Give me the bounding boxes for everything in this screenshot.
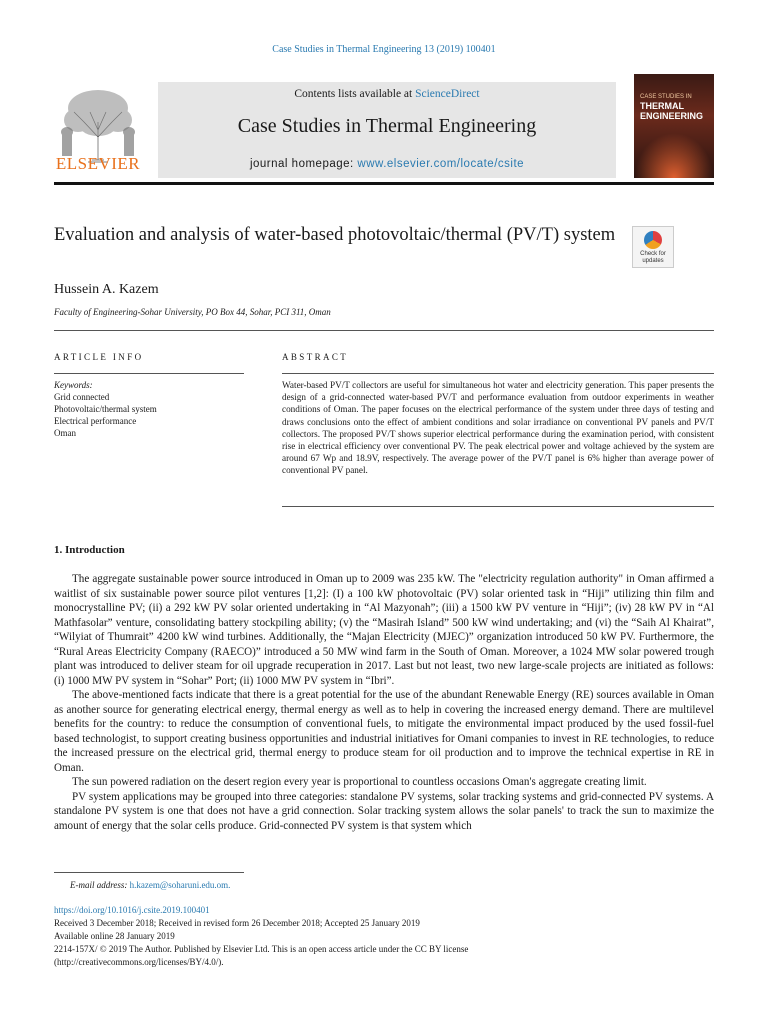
crossmark-label-2: updates: [642, 257, 664, 264]
check-for-updates-icon: [644, 231, 662, 249]
cover-title: [640, 94, 710, 122]
section-heading-introduction: 1. Introduction: [54, 544, 125, 556]
body-paragraph: The above-mentioned facts indicate that there is a great potential for the use of the abundant Renewable Energy (RE) sources available in Oman as another source for generating electrical energy, thermal energy as well as to help in covering the increased energy demand. There are multilevel benefits for the country: to reduce the consumption of conventional fuels, to mitigate the environmental impact produced by the used fossil-fuel based technologist, to support creating business opportunities and industrial initiatives for Omani companies to invest in RE technologies, to reduce the increased pressure on the electrical grid, thermal energy to produce steam for oil production and to improve the technical expertise in RE in Oman.: [54, 689, 714, 774]
article-info-divider: [54, 373, 244, 374]
license-text: 2214-157X/ © 2019 The Author. Published by Elsevier Ltd. This is an open access article under the CC BY license: [54, 944, 469, 954]
keywords-label: Keywords:: [54, 380, 93, 390]
journal-info-panel: [158, 82, 616, 178]
article-title: Evaluation and analysis of water-based photovoltaic/thermal (PV/T) system: [54, 225, 616, 245]
email-footnote: [70, 880, 230, 890]
crossmark-label-1: Check for: [640, 251, 666, 257]
body-paragraph: The sun powered radiation on the desert region every year is proportional to countless occasions Oman's aggregate creating limit.: [72, 776, 647, 788]
homepage-prefix: journal homepage:: [249, 158, 358, 170]
cover-glow: [634, 133, 714, 178]
keywords-block: [54, 379, 254, 439]
publisher-name: ELSEVIER: [55, 154, 141, 173]
online-date: Available online 28 January 2019: [54, 931, 175, 941]
author-affiliation: Faculty of Engineering-Sohar University, PO Box 44, Sohar, PCI 311, Oman: [54, 307, 331, 317]
abstract-heading: ABSTRACT: [282, 352, 349, 362]
sciencedirect-link[interactable]: ScienceDirect: [415, 88, 480, 100]
keyword-item: Grid connected: [54, 392, 110, 402]
journal-title: Case Studies in Thermal Engineering: [237, 115, 537, 137]
body-paragraph: The aggregate sustainable power source introduced in Oman up to 2009 was 235 kW. The "electricity regulation authority" in Oman affirmed a waitlist of six sustainable power source pilot ventures [1,2]: (I) a 100 kW photovoltaic (PV) solar oriented task in “Hiji” utilizing thin film and monocrystalline PV; (ii) a 292 kW PV solar oriented undertaking in “Al Mazyonah”; (iii) a 1500 kW PV venture in “Hiji”; (iv) 28 kW PV in “Al Mathfasolar” venture, consolidating battery stockpiling ability; (v) the “Masirah Island” 500 kW wind undertaking; and (vi) the “Saih Al Khairat”, “Wilyiat of Thumrait” 4200 kW wind turbines. Additionally, the “Majan Electricity (MJEC)” organization introduced 50 kW PV. Furthermore, the “Rural Areas Electricity Company (RAECO)” introduced a 50 MW wind farm in the South of Oman. Moreover, a 1024 MW solar powered trough plant was introduced to deliver steam for oil upgrade recuperation in 2017. Last but not least, two new large-scale projects are initiated as follows: (i) 1000 MW PV system in “Sohar” Port; (ii) 1000 MW PV system in “Ibri”.: [54, 573, 714, 687]
footnote-divider: [54, 872, 244, 873]
doi-link[interactable]: https://doi.org/10.1016/j.csite.2019.100401: [54, 905, 210, 915]
homepage-link[interactable]: www.elsevier.com/locate/csite: [357, 158, 525, 170]
author-name: Hussein A. Kazem: [54, 282, 159, 297]
email-label: E-mail address:: [70, 880, 128, 890]
cover-line-1: CASE STUDIES IN: [640, 94, 692, 100]
body-paragraph: PV system applications may be grouped into three categories: standalone PV systems, solar tracking systems and grid-connected PV systems. A standalone PV system is one that does not have a grid connection. Solar tracking system allows the solar panels' to track the sun to maximize the amount of energy that the solar cells produce. Grid-connected PV system is that system which: [54, 790, 714, 832]
license-url[interactable]: (http://creativecommons.org/licenses/BY/4.0/).: [54, 957, 224, 967]
article-metadata: [54, 904, 714, 969]
article-info-heading: ARTICLE INFO: [54, 352, 144, 362]
abstract-bottom-divider: [282, 506, 714, 507]
check-for-updates-button[interactable]: [632, 226, 674, 268]
contents-line: [158, 88, 616, 100]
contents-prefix: Contents lists available at: [294, 88, 416, 100]
email-link[interactable]: h.kazem@soharuni.edu.om.: [129, 880, 231, 890]
introduction-body: [54, 572, 714, 833]
keyword-item: Photovoltaic/thermal system: [54, 404, 157, 414]
received-dates: Received 3 December 2018; Received in revised form 26 December 2018; Accepted 25 January 2019: [54, 918, 420, 928]
check-for-updates-label: [633, 251, 673, 264]
keyword-item: Electrical performance: [54, 416, 137, 426]
title-divider: [54, 330, 714, 331]
cover-line-3: ENGINEERING: [640, 111, 704, 122]
abstract-divider: [282, 373, 714, 374]
journal-header: [54, 74, 714, 182]
header-divider: [54, 182, 714, 185]
journal-cover-image: [634, 74, 714, 178]
keyword-item: Oman: [54, 428, 76, 438]
journal-citation[interactable]: Case Studies in Thermal Engineering 13 (2019) 100401: [272, 44, 496, 55]
cover-line-2: THERMAL: [640, 100, 684, 111]
homepage-line: [158, 158, 616, 170]
abstract-text: Water-based PV/T collectors are useful for simultaneous hot water and electricity generation. This paper presents the design of a grid-connected water-based PV/T and performance evaluation from outdoor experiments in weather conditions of Oman. The paper focuses on the electrical performance of the system under three days of testing and draws conclusions onto the effect of ambient conditions and solar irradiance on conventional PV panels and PV/T collectors. The proposed PV/T shows superior electrical performance during the examination period, with consistent rise in electrical efficiency over conventional PV. The peak electrical power and voltage achieved by the system are around 67 Wp and 18.9V, respectively. The average power of the PV/T panel is 6% higher than average power of conventional PV panel.: [282, 380, 714, 476]
